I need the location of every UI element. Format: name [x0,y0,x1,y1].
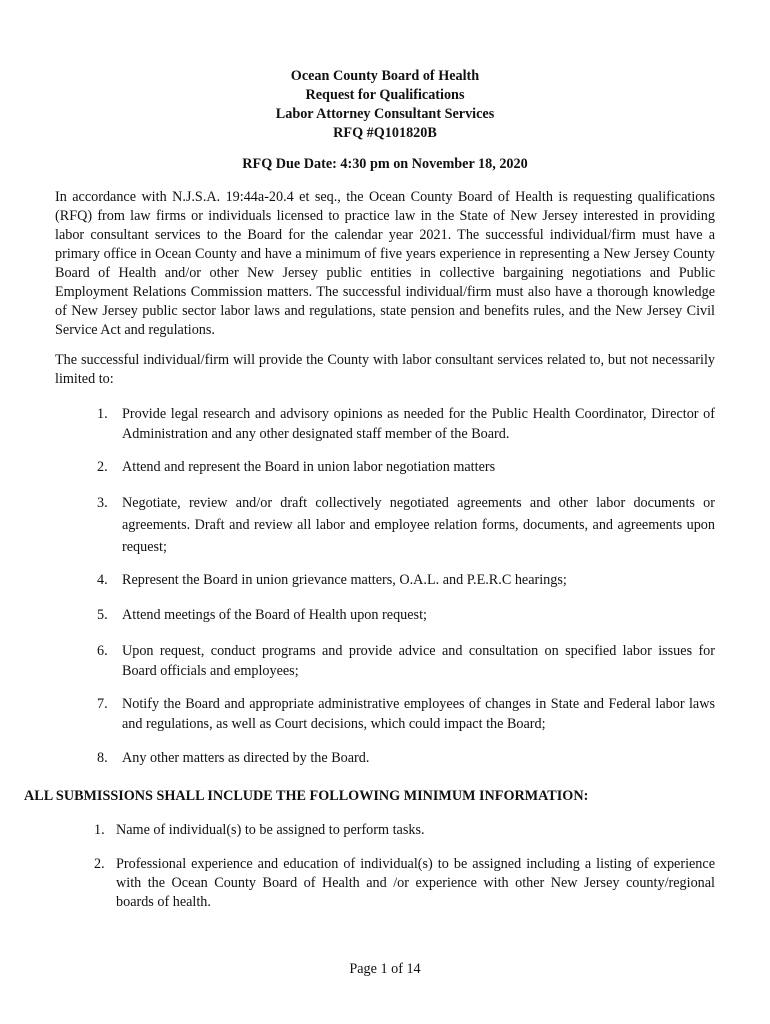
list-item [97,694,715,734]
due-date: RFQ Due Date: 4:30 pm on November 18, 2020 [242,156,528,172]
services-intro-paragraph: The successful individual/firm will provide the County with labor consultant services related to, but not necessarily limited to: [55,352,715,387]
list-item-number: 3. [97,495,108,511]
list-item-number: 7. [97,696,108,712]
list-item-text: Name of individual(s) to be assigned to perform tasks. [116,822,425,838]
intro-paragraph: In accordance with N.J.S.A. 19:44a-20.4 et seq., the Ocean County Board of Health is requesting qualifications (RFQ) from law firms or individuals licensed to practice law in the State of New Jersey interested in providing labor consultant services to the Board for the calendar year 2021. The successful individual/firm must have a primary office in Ocean County and have a minimum of five years experience in representing a New Jersey County Board of Health and/or other New Jersey public entities in collective bargaining negotiations and Public Employment Relations Commission matters. The successful individual/firm must also have a thorough knowledge of New Jersey public sector labor laws and regulations, state pension and benefits rules, and the New Jersey Civil Service Act and regulations. [55,189,715,338]
list-item-text: Professional experience and education of individual(s) to be assigned including a listing of experience with the Ocean County Board of Health and /or experience with other New Jersey county/regional boards of health. [116,856,715,910]
list-item-number: 1. [94,822,105,838]
list-item-number: 1. [97,406,108,422]
list-item [94,820,715,840]
list-item-text: Attend meetings of the Board of Health upon request; [122,607,427,623]
list-item-number: 5. [97,607,108,623]
list-item [97,492,715,558]
list-item [97,404,715,444]
list-item-text: Represent the Board in union grievance matters, O.A.L. and P.E.R.C hearings; [122,572,567,588]
rfq-number: RFQ #Q101820B [333,125,437,141]
list-item-number: 2. [94,856,105,872]
service-title: Labor Attorney Consultant Services [275,106,495,122]
list-item [94,855,715,912]
list-item [97,748,715,768]
list-item [97,605,715,625]
document-header [0,67,770,143]
list-item-number: 6. [97,643,108,659]
list-item [97,457,715,477]
list-item [97,641,715,681]
list-item-number: 4. [97,572,108,588]
page-number: Page 1 of 14 [349,961,421,977]
list-item-text: Upon request, conduct programs and provide advice and consultation on specified labor issues for Board officials and employees; [122,643,715,679]
list-item-number: 2. [97,459,108,475]
list-item-text: Provide legal research and advisory opinions as needed for the Public Health Coordinator, Director of Administration and any other designated staff member of the Board. [122,406,715,442]
list-item-text: Attend and represent the Board in union labor negotiation matters [122,459,496,475]
list-item-text: Negotiate, review and/or draft collectively negotiated agreements and other labor documents or agreements. Draft and review all labor and employee relation forms, documents, and agreements upon request; [122,495,715,555]
list-item-text: Notify the Board and appropriate administrative employees of changes in State and Federal labor laws and regulations, as well as Court decisions, which could impact the Board; [122,696,715,732]
list-item-text: Any other matters as directed by the Board. [122,750,370,766]
submissions-heading: ALL SUBMISSIONS SHALL INCLUDE THE FOLLOWING MINIMUM INFORMATION: [24,788,589,804]
org-title: Ocean County Board of Health [290,68,480,84]
list-item [97,570,715,590]
list-item-number: 8. [97,750,108,766]
document-type: Request for Qualifications [305,87,465,103]
